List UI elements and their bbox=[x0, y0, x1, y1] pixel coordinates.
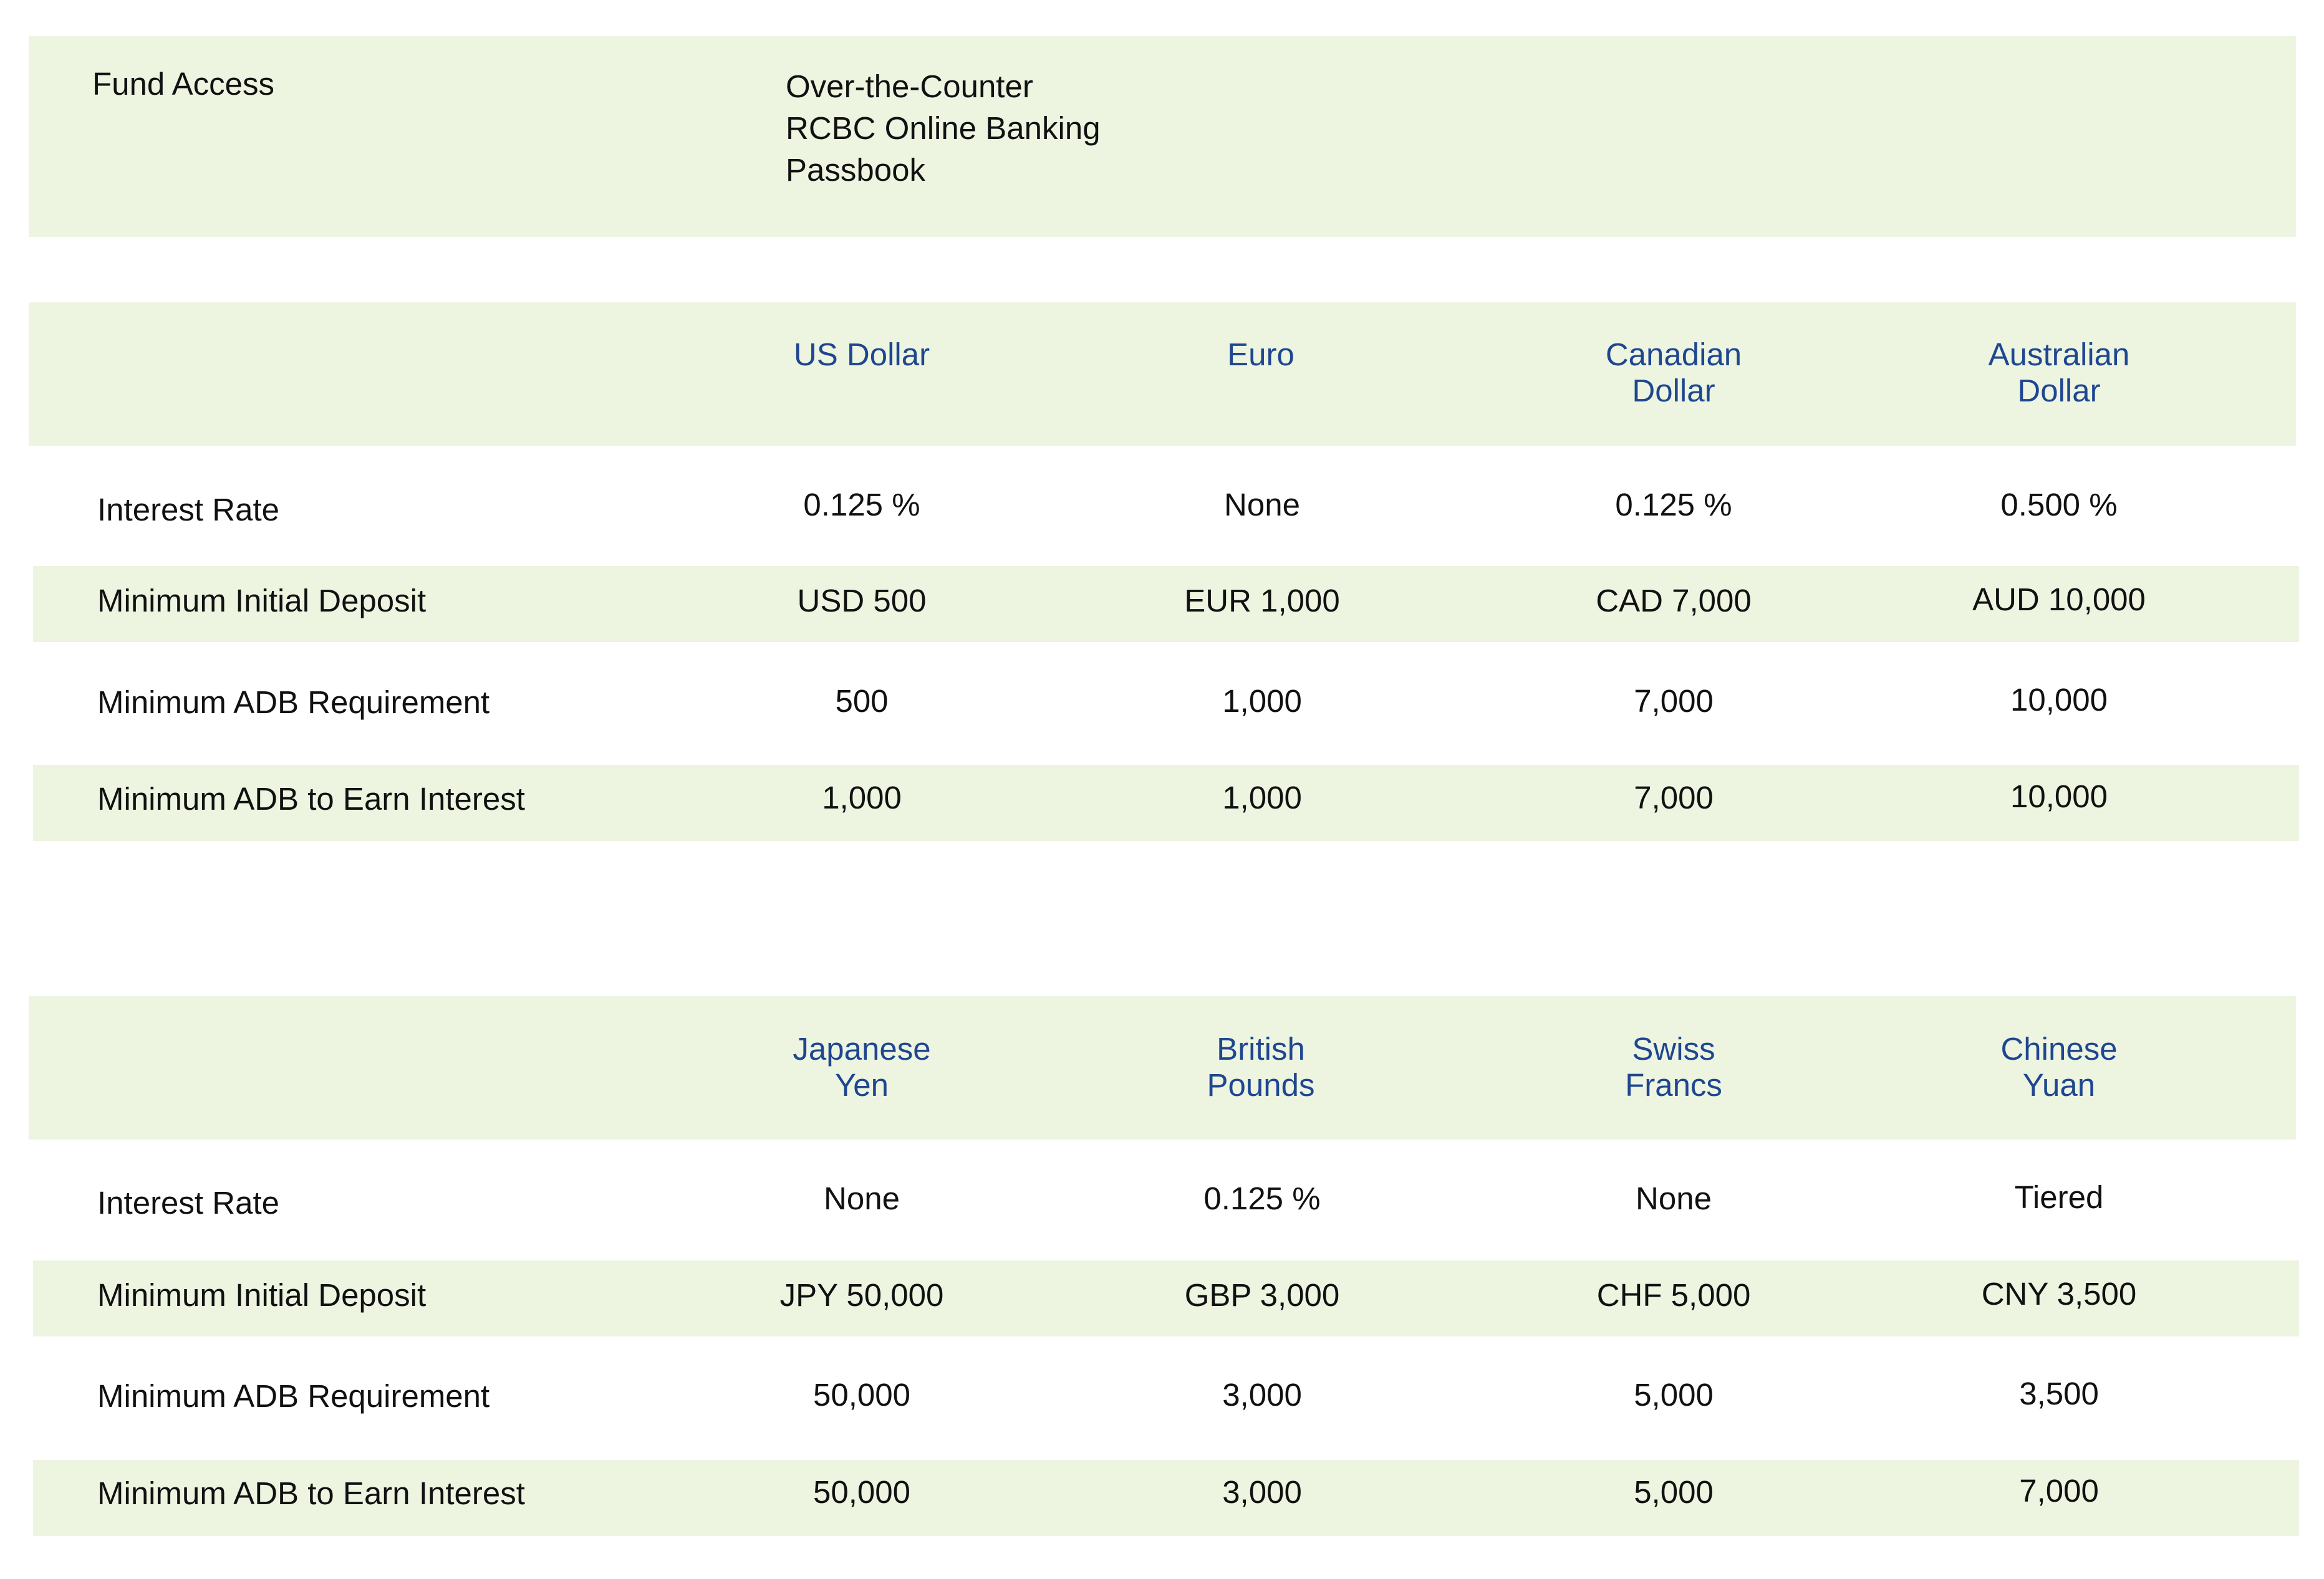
table2-cell: 5,000 bbox=[1634, 1474, 1714, 1510]
table1-label-min-adb-requirement: Minimum ADB Requirement bbox=[97, 684, 490, 720]
table1-cell: 1,000 bbox=[822, 780, 902, 815]
table1-cell: 0.125 % bbox=[803, 487, 920, 522]
table1-cell: 1,000 bbox=[1222, 683, 1302, 719]
fund-access-channels bbox=[786, 65, 1101, 191]
table2-cell: 50,000 bbox=[813, 1377, 910, 1413]
table1-cell: 7,000 bbox=[1634, 683, 1714, 719]
table1-cell: 0.500 % bbox=[2000, 487, 2118, 522]
table2-cell: Tiered bbox=[2014, 1179, 2104, 1215]
table1-cell: EUR 1,000 bbox=[1184, 583, 1340, 618]
table1-header-band bbox=[29, 302, 2296, 446]
table1-label-min-adb-earn: Minimum ADB to Earn Interest bbox=[97, 781, 525, 817]
table2-cell: None bbox=[824, 1181, 900, 1216]
table1-label-interest-rate: Interest Rate bbox=[97, 492, 279, 527]
table2-cell: CHF 5,000 bbox=[1596, 1277, 1751, 1313]
table1-cell: 0.125 % bbox=[1615, 487, 1732, 522]
table1-header-usd: US Dollar bbox=[793, 337, 930, 372]
table2-cell: GBP 3,000 bbox=[1184, 1277, 1340, 1313]
table1-cell: AUD 10,000 bbox=[1972, 582, 2146, 617]
table2-cell: 3,000 bbox=[1222, 1474, 1302, 1510]
table2-cell: 3,000 bbox=[1222, 1377, 1302, 1413]
table1-header-cad: Canadian Dollar bbox=[1605, 337, 1742, 408]
table1-cell: 10,000 bbox=[2010, 779, 2108, 814]
fund-access-band bbox=[29, 36, 2296, 237]
fund-access-channel: Over-the-Counter bbox=[786, 69, 1033, 104]
table1-cell: USD 500 bbox=[797, 583, 927, 618]
table2-label-min-adb-earn: Minimum ADB to Earn Interest bbox=[97, 1476, 525, 1511]
table1-header-aud: Australian Dollar bbox=[1988, 337, 2130, 408]
table1-cell: 7,000 bbox=[1634, 780, 1714, 815]
table1-cell: 10,000 bbox=[2010, 682, 2108, 718]
table2-label-min-adb-requirement: Minimum ADB Requirement bbox=[97, 1378, 490, 1414]
table2-cell: 5,000 bbox=[1634, 1377, 1714, 1413]
table2-cell: JPY 50,000 bbox=[779, 1277, 944, 1313]
table1-header-eur: Euro bbox=[1227, 337, 1295, 372]
table1-cell: None bbox=[1224, 487, 1300, 522]
fund-access-label: Fund Access bbox=[92, 66, 274, 102]
fund-access-channel: Passbook bbox=[786, 152, 925, 188]
table1-cell: 1,000 bbox=[1222, 780, 1302, 815]
table2-header-gbp: British Pounds bbox=[1207, 1031, 1315, 1103]
fund-access-channel: RCBC Online Banking bbox=[786, 110, 1101, 146]
table1-label-min-initial-deposit: Minimum Initial Deposit bbox=[97, 583, 427, 618]
table2-label-min-initial-deposit: Minimum Initial Deposit bbox=[97, 1277, 427, 1313]
table2-header-cny: Chinese Yuan bbox=[2000, 1031, 2118, 1103]
table2-cell: 7,000 bbox=[2019, 1473, 2099, 1509]
table1-cell: 500 bbox=[835, 683, 889, 719]
table2-header-chf: Swiss Francs bbox=[1625, 1031, 1722, 1103]
table2-cell: 50,000 bbox=[813, 1474, 910, 1510]
table2-header-band bbox=[29, 996, 2296, 1140]
table2-header-jpy: Japanese Yen bbox=[793, 1031, 931, 1103]
table1-cell: CAD 7,000 bbox=[1596, 583, 1752, 618]
table2-label-interest-rate: Interest Rate bbox=[97, 1185, 279, 1221]
table2-cell: 3,500 bbox=[2019, 1376, 2099, 1411]
table2-cell: 0.125 % bbox=[1203, 1181, 1321, 1216]
table2-cell: CNY 3,500 bbox=[1981, 1276, 2137, 1312]
table2-cell: None bbox=[1636, 1181, 1712, 1216]
